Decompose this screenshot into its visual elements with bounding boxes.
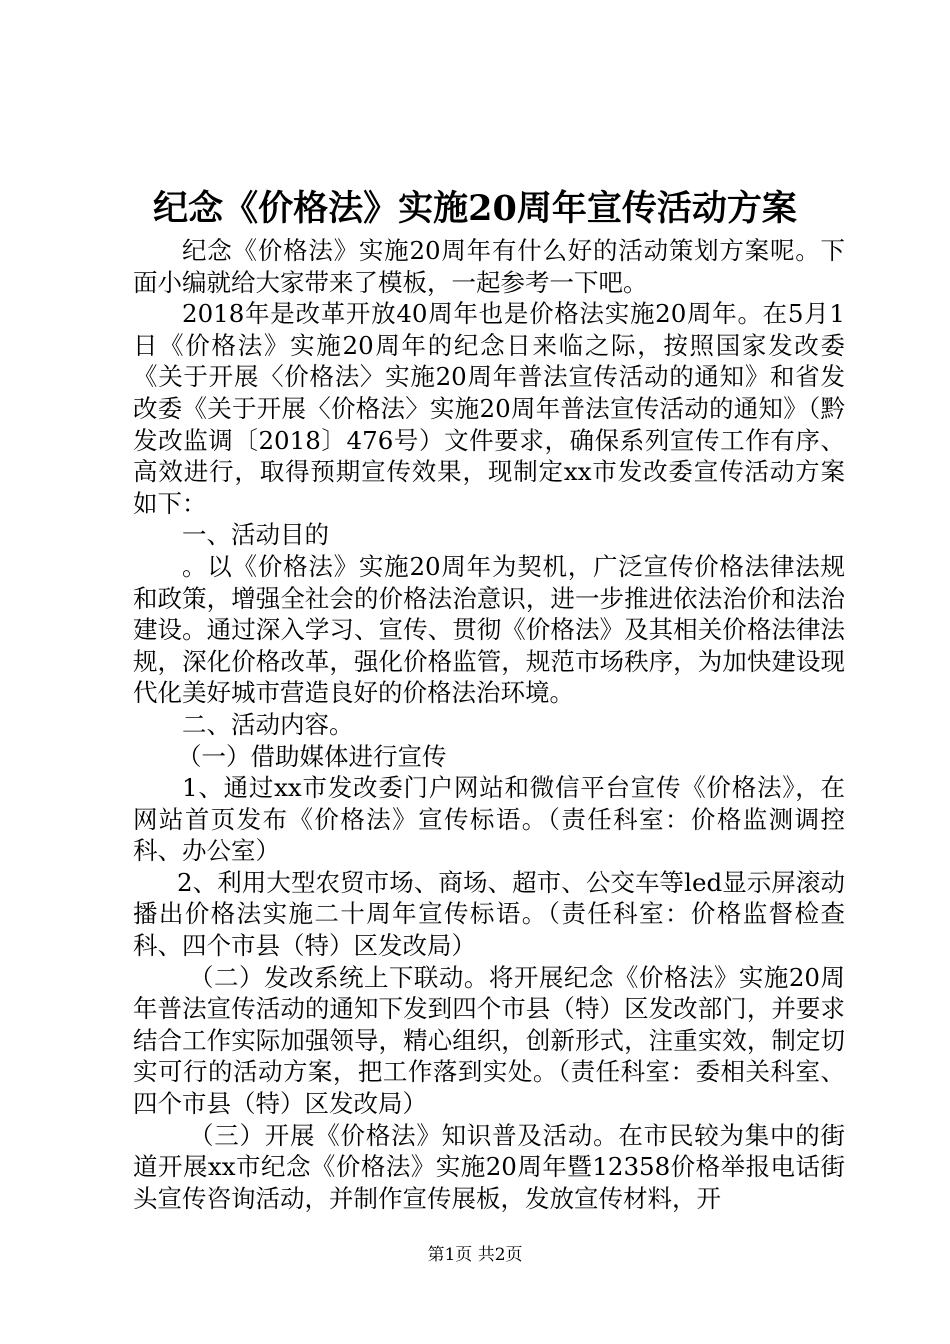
paragraph-linkage: （二）发改系统上下联动。将开展纪念《价格法》实施20周年普法宣传活动的通知下发到四个市县（特）区发改部门，并要求结合工作实际加强领导，精心组织，创新形式，注重实效，制定切实可行的活动方案，把工作落到实处。（责任科室：委相关科室、四个市县（特）区发改局）: [133, 962, 845, 1119]
heading-activity-content: 二、活动内容。: [182, 709, 354, 739]
paragraph-activity-purpose: 。以《价格法》实施20周年为契机，广泛宣传价格法律法规和政策，增强全社会的价格法治意识，进一步推进依法治价和法治建设。通过深入学习、宣传、贯彻《价格法》及其相关价格法律法规，深化价格改革，强化价格监管，规范市场秩序，为加快建设现代化美好城市营造良好的价格法治环境。: [133, 551, 845, 708]
paragraph-intro: 纪念《价格法》实施20周年有什么好的活动策划方案呢。下面小编就给大家带来了模板，一起参考一下吧。: [133, 236, 845, 297]
subheading-media: （一）借助媒体进行宣传: [177, 741, 447, 771]
heading-activity-purpose: 一、活动目的: [182, 520, 329, 550]
page-footer: 第1页 共2页: [427, 1245, 523, 1265]
paragraph-background: 2018年是改革开放40周年也是价格法实施20周年。在5月1日《价格法》实施20周年的纪念日来临之际，按照国家发改委《关于开展〈价格法〉实施20周年普法宣传活动的通知》和省发改委《关于开展〈价格法〉实施20周年普法宣传活动的通知》（黔发改监调〔2018〕476号）文件要求，确保系列宣传工作有序、高效进行，取得预期宣传效果，现制定xx市发改委宣传活动方案如下：: [133, 299, 845, 518]
paragraph-knowledge: （三）开展《价格法》知识普及活动。在市民较为集中的街道开展xx市纪念《价格法》实施20周年暨12358价格举报电话街头宣传咨询活动，并制作宣传展板，发放宣传材料，开: [133, 1120, 845, 1213]
paragraph-item-1: 1、通过xx市发改委门户网站和微信平台宣传《价格法》，在网站首页发布《价格法》宣传标语。（责任科室：价格监测调控科、办公室）: [133, 773, 845, 866]
paragraph-item-2: 2、利用大型农贸市场、商场、超市、公交车等led显示屏滚动播出价格法实施二十周年宣传标语。（责任科室：价格监督检查科、四个市县（特）区发改局）: [133, 867, 845, 961]
document-body: [133, 235, 845, 1214]
document-title: 纪念《价格法》实施20周年宣传活动方案: [153, 188, 797, 229]
